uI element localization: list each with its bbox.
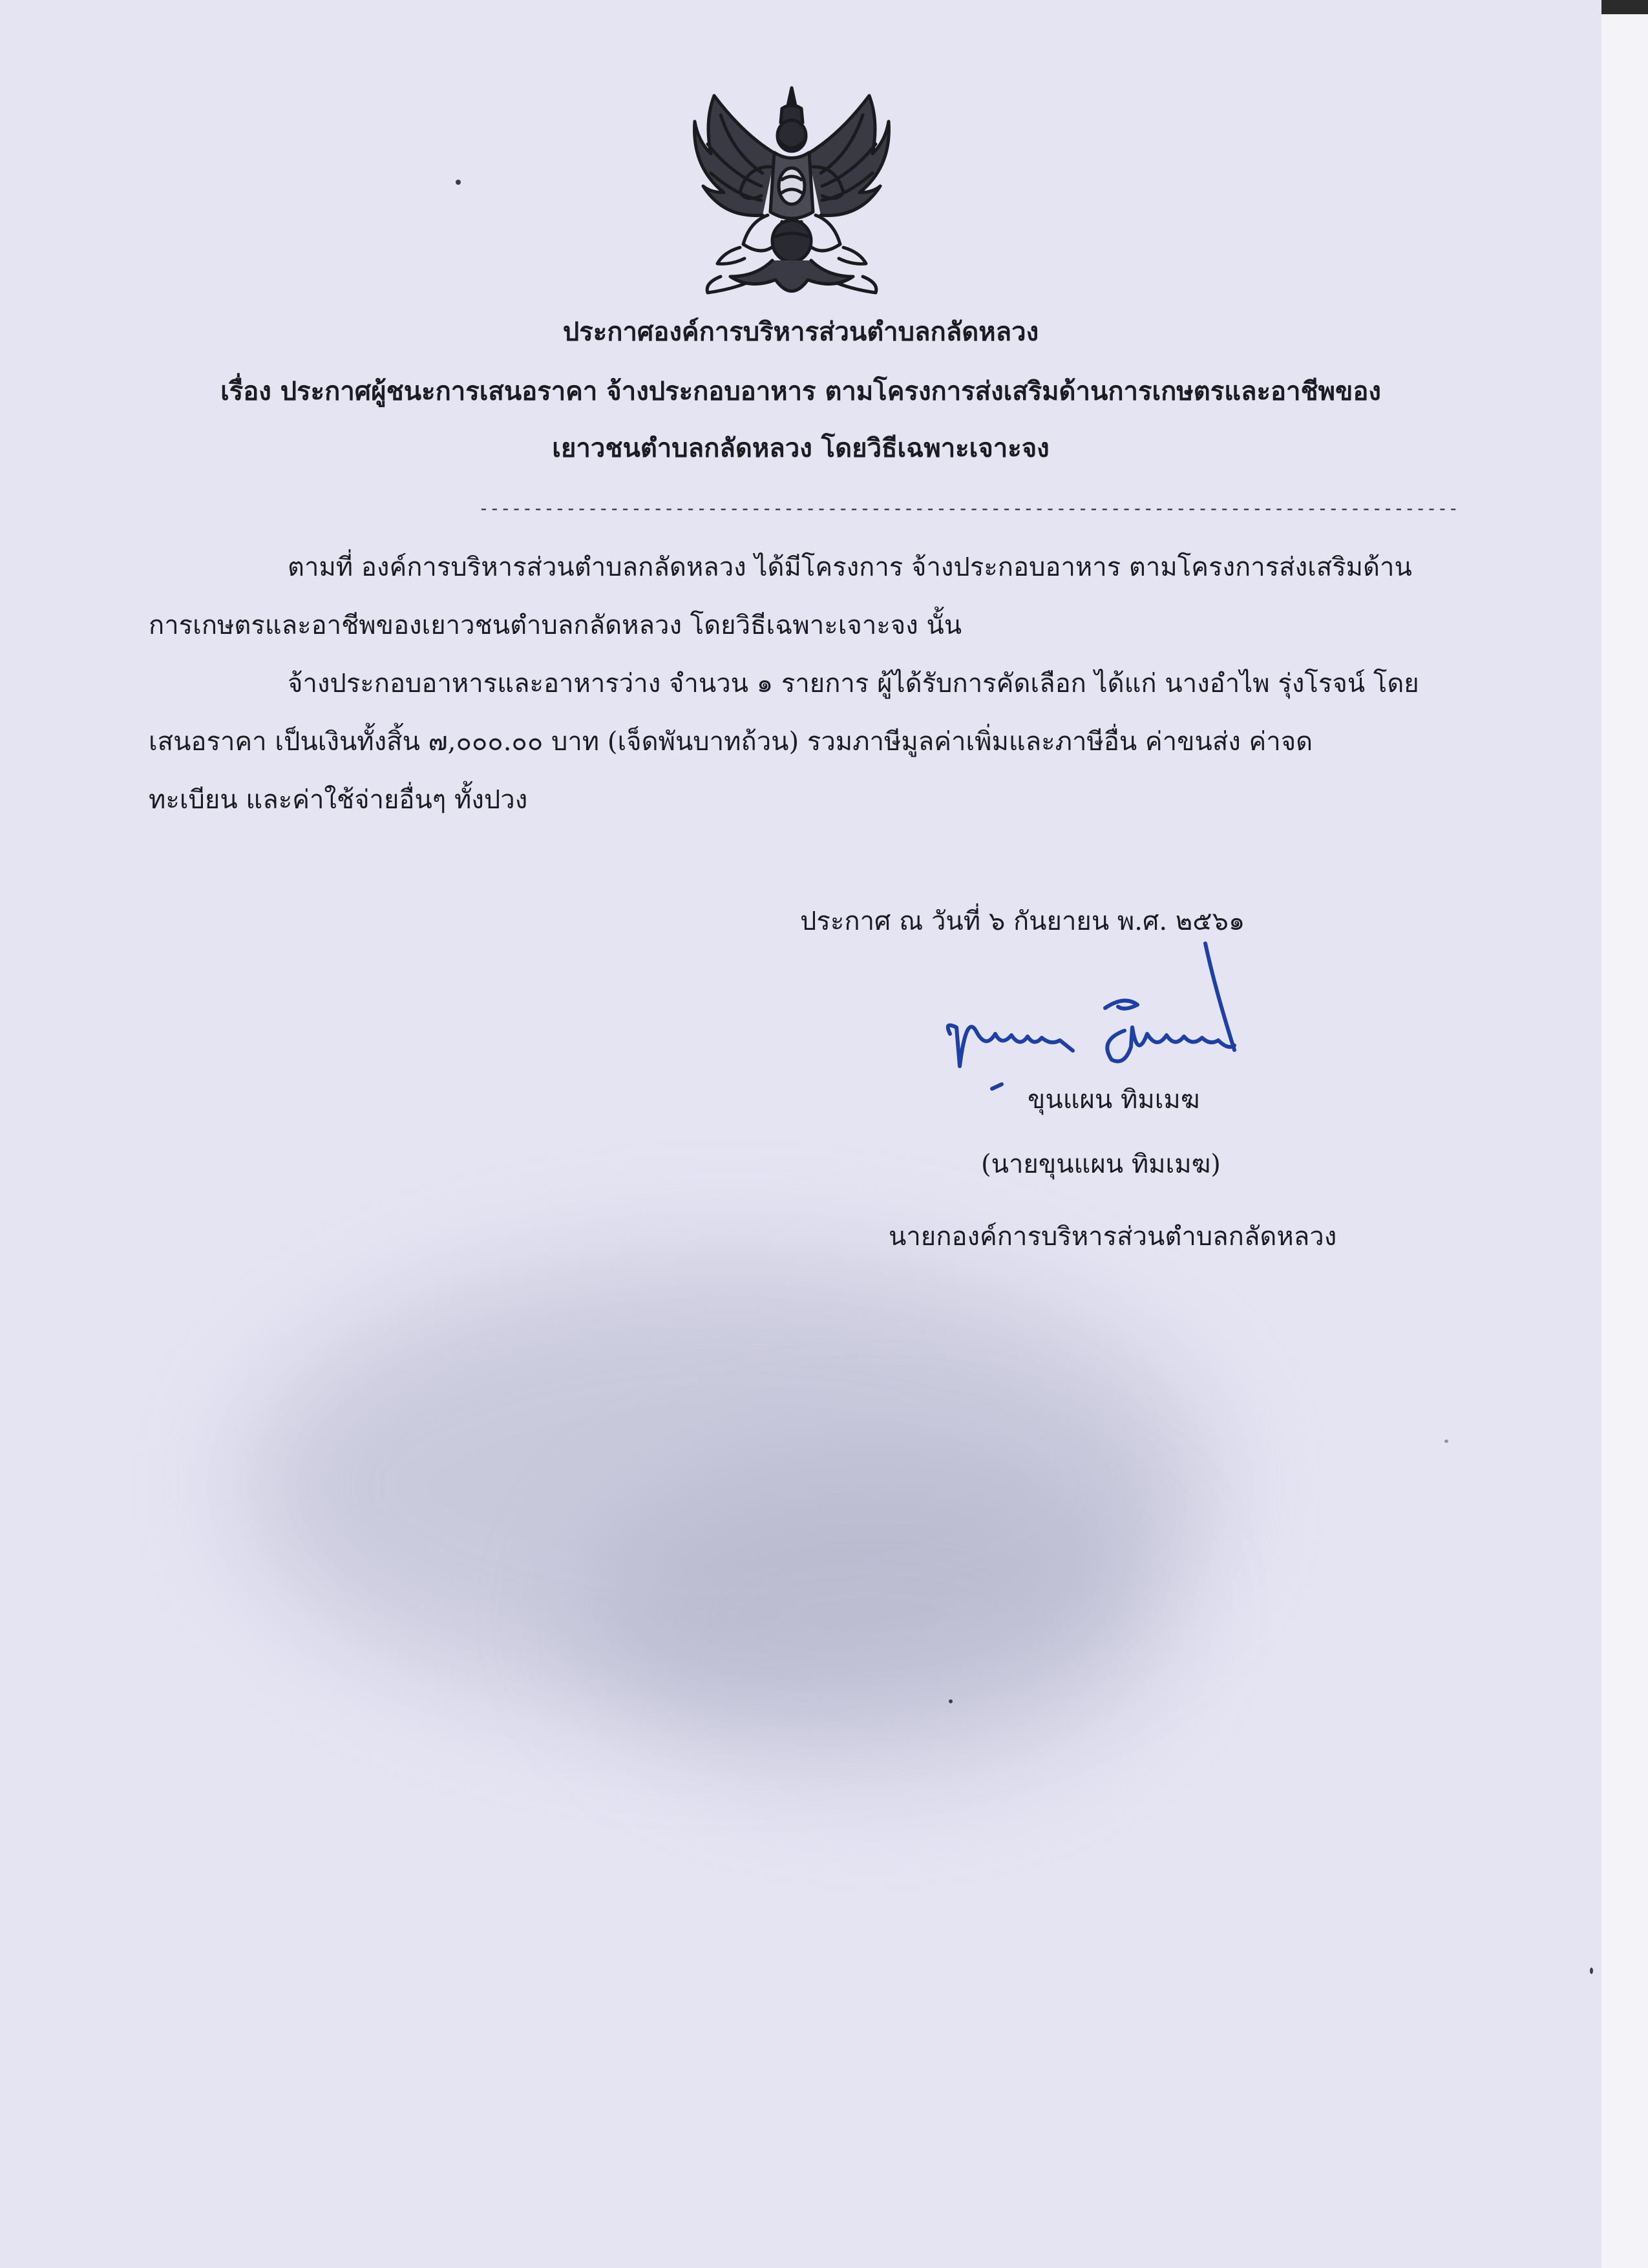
paragraph-1-line-1: ตามที่ องค์การบริหารส่วนตำบลกลัดหลวง ได้มีโครงการ จ้างประกอบอาหาร ตามโครงการส่งเสริมด้าน	[288, 552, 1412, 582]
announcement-title: ประกาศองค์การบริหารส่วนตำบลกลัดหลวง	[562, 317, 1039, 347]
scan-corner	[1601, 0, 1648, 14]
paragraph-2-line-1: จ้างประกอบอาหารและอาหารว่าง จำนวน ๑ รายการ ผู้ได้รับการคัดเลือก ได้แก่ นางอำไพ รุ่งโรจน์ โดย	[288, 669, 1419, 698]
signer-full-name: (นายขุนแผน ทิมเมฆ)	[981, 1150, 1221, 1179]
signer-name: ขุนแผน ทิมเมฆ	[1028, 1085, 1200, 1115]
handwritten-signature	[931, 937, 1293, 1105]
scan-speck	[456, 180, 461, 185]
scan-speck	[1444, 1440, 1448, 1443]
paragraph-2-line-3: ทะเบียน และค่าใช้จ่ายอื่นๆ ทั้งปวง	[149, 785, 528, 815]
scan-speck	[1590, 1968, 1593, 1974]
scan-shadow	[582, 1454, 1163, 1777]
garuda-emblem-icon	[685, 83, 898, 309]
announcement-subject-line2: เยาวชนตำบลกลัดหลวง โดยวิธีเฉพาะเจาะจง	[552, 433, 1050, 463]
paragraph-2-line-2: เสนอราคา เป็นเงินทั้งสิ้น ๗,๐๐๐.๐๐ บาท (เจ็ดพันบาทถ้วน) รวมภาษีมูลค่าเพิ่มและภาษีอื่น ค่าขนส่ง ค่าจด	[149, 727, 1313, 757]
announcement-date: ประกาศ ณ วันที่ ๖ กันยายน พ.ศ. ๒๕๖๑	[800, 907, 1245, 936]
paragraph-1-line-2: การเกษตรและอาชีพของเยาวชนตำบลกลัดหลวง โดยวิธีเฉพาะเจาะจง นั้น	[149, 611, 962, 640]
signer-position: นายกองค์การบริหารส่วนตำบลกลัดหลวง	[889, 1222, 1337, 1252]
scan-speck	[949, 1699, 953, 1703]
separator-line: ------------------------------------------------------------------------------------------	[478, 498, 1459, 519]
announcement-subject-line1: เรื่อง ประกาศผู้ชนะการเสนอราคา จ้างประกอบอาหาร ตามโครงการส่งเสริมด้านการเกษตรและอาชีพของ	[220, 376, 1381, 406]
scan-edge	[1601, 0, 1648, 2268]
